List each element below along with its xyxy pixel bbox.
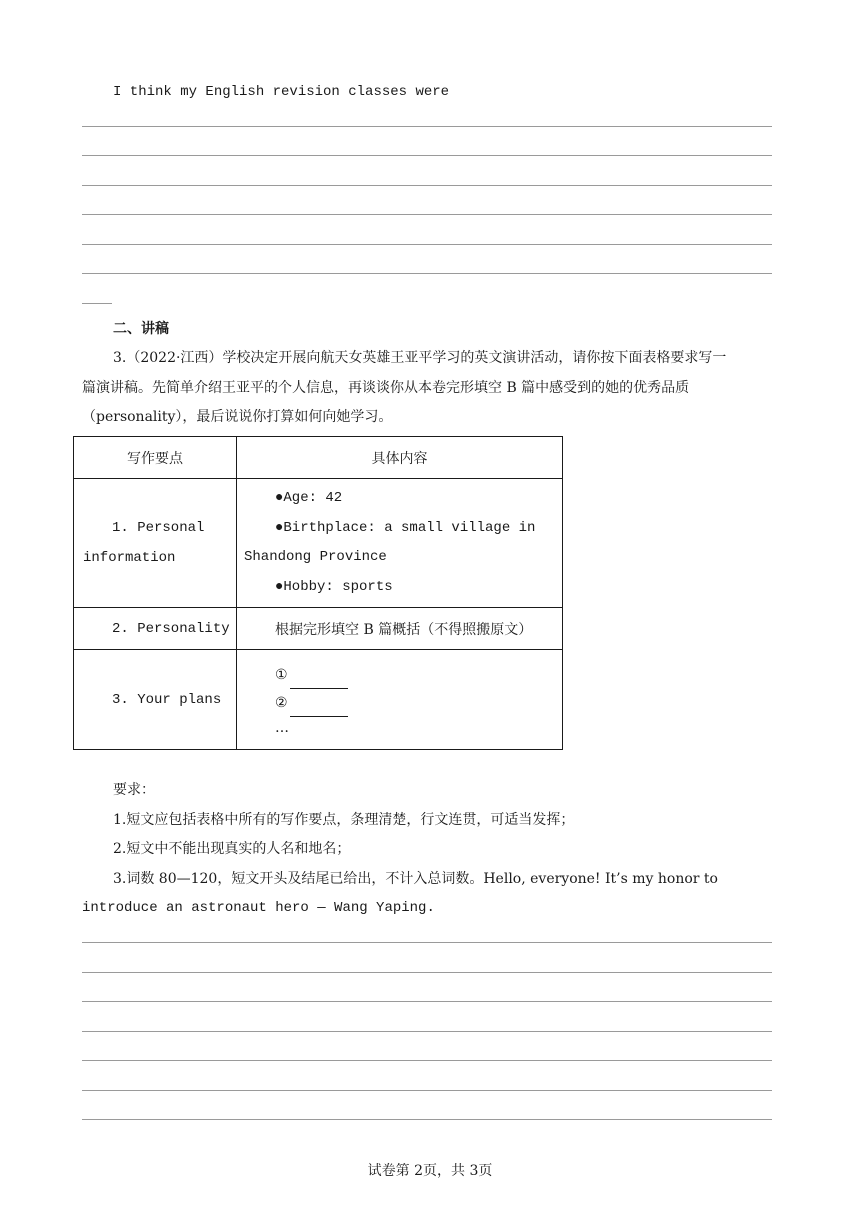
table-row xyxy=(74,608,563,650)
table-header-points: 写作要点 xyxy=(74,437,237,479)
answer-line[interactable] xyxy=(82,1090,772,1091)
point-line: 1. Personal xyxy=(112,520,205,536)
intro-sentence: I think my English revision classes were xyxy=(113,84,450,100)
plan-marker: ① xyxy=(275,666,288,683)
plan-ellipsis: … xyxy=(275,719,289,736)
requirement-item-continued: introduce an astronaut hero — Wang Yaping. xyxy=(82,900,435,916)
plan-line xyxy=(237,661,562,689)
plan-blank[interactable] xyxy=(290,702,348,717)
table-header-row xyxy=(74,437,563,479)
content-line: ●Hobby: sports xyxy=(275,578,393,595)
content-line: 根据完形填空 B 篇概括（不得照搬原文） xyxy=(275,621,533,638)
answer-line[interactable] xyxy=(82,972,772,973)
answer-line[interactable] xyxy=(82,1060,772,1061)
answer-line[interactable] xyxy=(82,244,772,245)
table-cell-content xyxy=(237,479,563,608)
writing-points-table xyxy=(73,436,563,750)
plan-marker: ② xyxy=(275,694,288,711)
plan-blank[interactable] xyxy=(290,674,348,689)
question-line-2: 篇演讲稿。先简单介绍王亚平的个人信息，再谈谈你从本卷完形填空 B 篇中感受到的她的优秀品质 xyxy=(82,380,690,396)
answer-line[interactable] xyxy=(82,1001,772,1002)
requirements-title: 要求： xyxy=(113,782,155,798)
answer-line[interactable] xyxy=(82,273,772,274)
point-line: 3. Your plans xyxy=(112,691,222,708)
table-cell-point xyxy=(74,479,237,608)
table-header-content: 具体内容 xyxy=(237,437,563,479)
answer-line[interactable] xyxy=(82,1119,772,1120)
table-cell-point xyxy=(74,650,237,750)
question-line-3: （personality），最后说说你打算如何向她学习。 xyxy=(82,409,393,425)
table-cell-content xyxy=(237,650,563,750)
table-cell-content xyxy=(237,608,563,650)
answer-line[interactable] xyxy=(82,214,772,215)
requirement-item: 2.短文中不能出现真实的人名和地名； xyxy=(113,841,351,857)
answer-line[interactable] xyxy=(82,185,772,186)
requirement-item: 3.词数 80—120，短文开头及结尾已给出，不计入总词数。Hello, everyone! It’s my honor to xyxy=(113,871,718,887)
answer-line-end[interactable] xyxy=(82,303,112,304)
page-footer: 试卷第 2页，共 3页 xyxy=(367,1163,493,1179)
content-line: Shandong Province xyxy=(244,549,387,565)
answer-line[interactable] xyxy=(82,942,772,943)
point-line: 2. Personality xyxy=(112,620,230,637)
answer-line[interactable] xyxy=(82,155,772,156)
question-line-1: 3.（2022·江西）学校决定开展向航天女英雄王亚平学习的英文演讲活动，请你按下面表格要求写一 xyxy=(113,350,727,366)
table-cell-point xyxy=(74,608,237,650)
table-row xyxy=(74,479,563,608)
answer-line[interactable] xyxy=(82,1031,772,1032)
point-line: information xyxy=(83,550,176,566)
table-row xyxy=(74,650,563,750)
plan-line xyxy=(237,689,562,717)
section-title: 二、讲稿 xyxy=(113,321,169,337)
requirement-item: 1.短文应包括表格中所有的写作要点，条理清楚，行文连贯，可适当发挥； xyxy=(113,812,575,828)
content-line: ●Birthplace: a small village in xyxy=(275,519,536,536)
answer-line[interactable] xyxy=(82,126,772,127)
content-line: ●Age: 42 xyxy=(275,490,343,506)
